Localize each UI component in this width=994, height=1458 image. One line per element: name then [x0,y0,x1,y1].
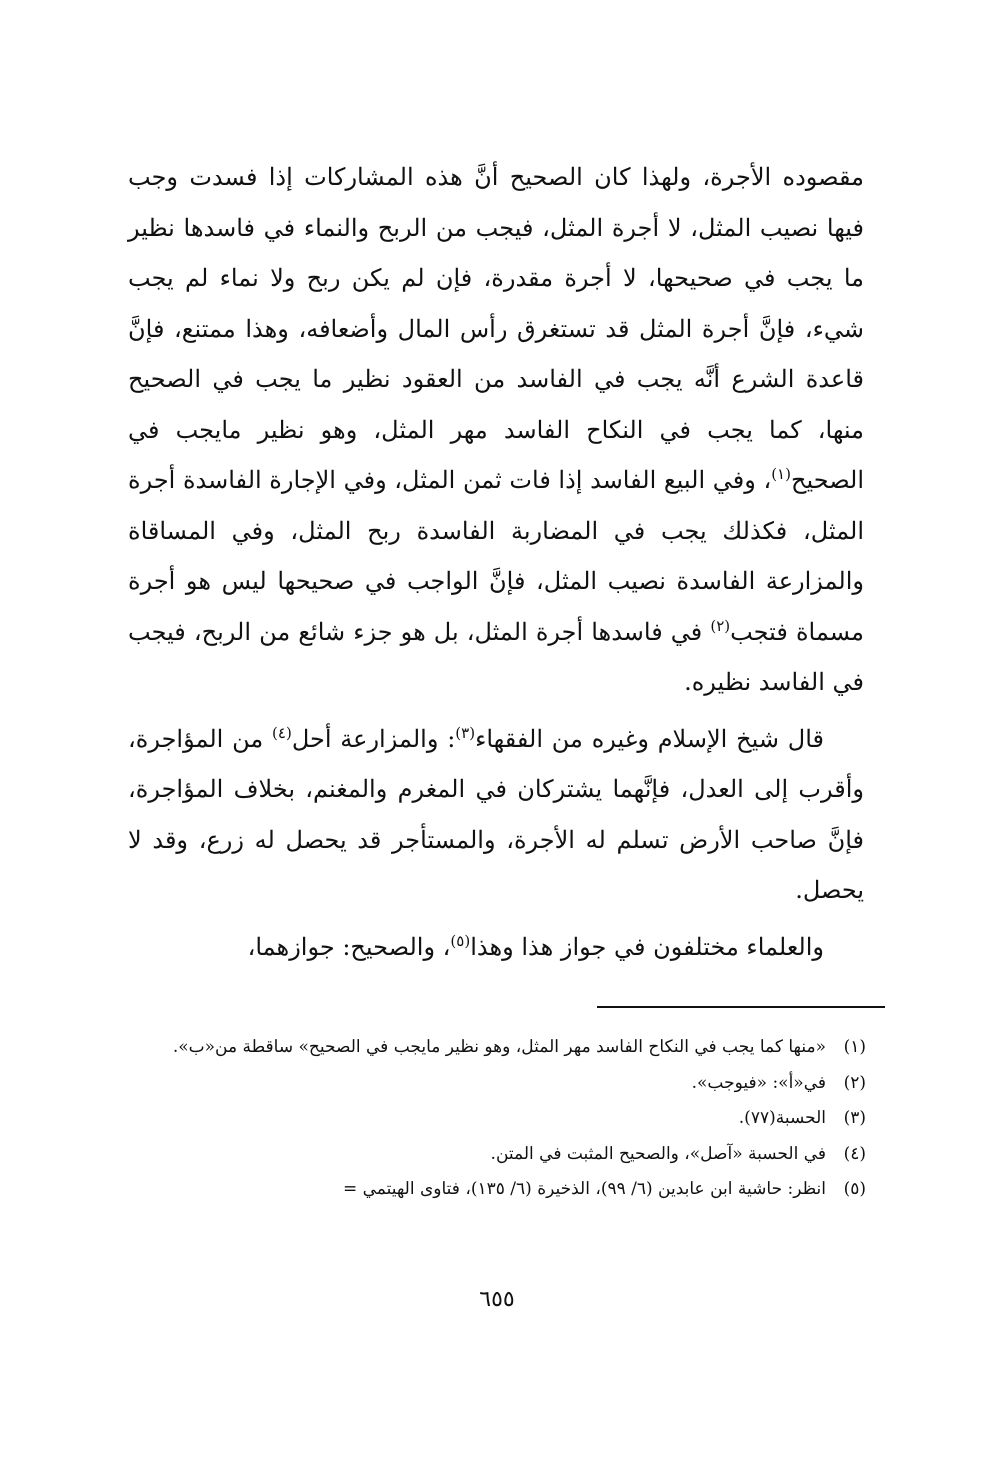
footnote-text: الحسبة(٧٧). [738,1108,826,1128]
paragraph-3-text-b: ، والصحيح: جوازهما، [247,932,451,961]
footnote-5 [122,1172,866,1208]
page-number: ٦٥٥ [479,1287,515,1312]
paragraph-2-text-c: من المؤاجرة، وأقرب إلى العدل، فإنَّهما يشتركان في المغرم والمغنم، بخلاف المؤاجرة، فإنَّ صاحب الأرض تسلم له الأجرة، والمستأجر قد يحصل له زرع، وقد لا يحصل. [128,724,865,904]
footnote-number: (١) [843,1037,866,1057]
paragraph-1-text-a: مقصوده الأجرة، ولهذا كان الصحيح أنَّ هذه المشاركات إذا فسدت وجب فيها نصيب المثل، لا أجرة المثل، فيجب من الربح والنماء في فاسدها نظير ما يجب في صحيحها، لا أجرة مقدرة، فإن لم يكن ربح ولا نماء لم يجب شيء، فإنَّ أجرة المثل قد تستغرق رأس المال وأضعافه، وهذا ممتنع، فإنَّ قاعدة الشرع أنَّه يجب في الفاسد من العقود نظير ما يجب في الصحيح منها، كما يجب في النكاح الفاسد مهر المثل، وهو نظير مايجب في الصحيح [128,163,864,494]
paragraph-3-text-a: والعلماء مختلفون في جواز هذا وهذا [470,932,824,961]
footnote-ref-4: (٤) [272,723,292,742]
footnote-ref-1: (١) [771,465,791,483]
footnote-divider [597,1006,885,1008]
paragraph-1-text-b: ، وفي البيع الفاسد إذا فات ثمن المثل، وفي الإجارة الفاسدة أجرة المثل، فكذلك يجب في المضاربة الفاسدة ربح المثل، وفي المساقاة والمزارعة الفاسدة نصيب المثل، فإنَّ الواجب في صحيحها ليس هو أجرة مسماة فتجب [128,466,865,646]
footnote-ref-3: (٣) [455,723,476,742]
footnote-text: انظر: حاشية ابن عابدين (٦/ ٩٩)، الذخيرة (٦/ ١٣٥)، فتاوى الهيتمي = [342,1179,826,1199]
paragraph-2-text-a: قال شيخ الإسلام وغيره من الفقهاء [475,724,824,753]
footnote-2 [122,1066,866,1102]
paragraph-1 [128,152,864,708]
footnote-number: (٣) [843,1108,866,1128]
footnote-ref-5: (٥) [450,931,471,950]
footnote-ref-2: (٢) [710,616,731,635]
footnote-text: في الحسبة «آصل»، والصحيح المثبت في المتن. [490,1143,826,1164]
main-text [128,152,864,972]
footnote-number: (٢) [843,1072,866,1093]
footnote-number: (٥) [843,1179,866,1199]
footnote-number: (٤) [843,1143,866,1164]
footnote-text: «منها كما يجب في النكاح الفاسد مهر المثل، وهو نظير مايجب في الصحيح» ساقطة من«ب». [172,1037,826,1057]
paragraph-2 [128,714,864,916]
footnote-3 [122,1101,866,1137]
paragraph-1-text-c: في فاسدها أجرة المثل، بل هو جزء شائع من الربح، فيجب في الفاسد نظيره. [128,617,864,696]
footnote-text: في«أ»: «فيوجب». [691,1072,826,1093]
footnote-1 [122,1030,866,1066]
footnotes [122,1030,866,1208]
footnote-4 [122,1137,866,1173]
paragraph-3 [128,922,864,973]
paragraph-2-text-b: : والمزارعة أحل [291,724,456,753]
